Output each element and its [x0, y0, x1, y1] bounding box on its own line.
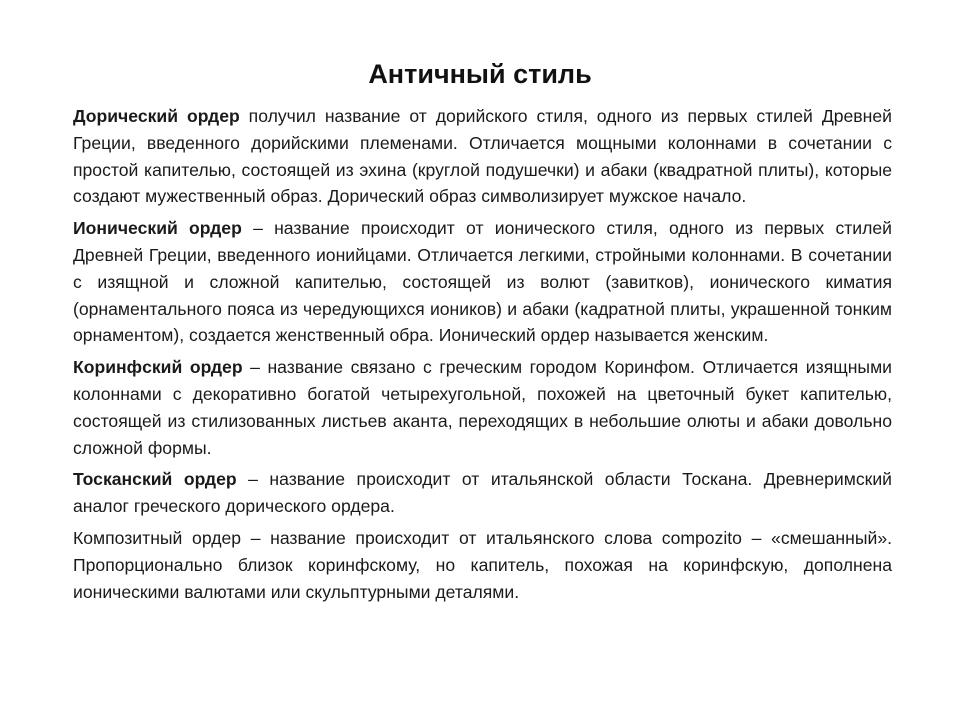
- slide-title: Античный стиль: [368, 59, 592, 89]
- slide-body: [73, 103, 892, 610]
- text-ionic: – название происходит от ионического стиля, одного из первых стилей Древней Греции, введенного ионийцами. Отличается легкими, стройными колоннами. В сочетании с изящной и сложной капителью, состоящей из волют (завитков), ионического киматия (орнаментального пояса из чередующихся иоников) и абаки (кадратной плиты, украшенной тонким орнаментом), создается женственный обра. Ионический ордер называется женским.: [73, 218, 893, 346]
- term-ionic: Ионический ордер: [73, 218, 242, 239]
- text-composite: Композитный ордер – название происходит от итальянского слова compozito – «смешанный». Пропорционально близок коринфскому, но капитель, похожая на коринфскую, дополнена ионическими валютами или скульптурными деталями.: [73, 527, 892, 602]
- term-doric: Дорический ордер: [73, 106, 240, 126]
- paragraph-tuscan: [73, 466, 892, 520]
- paragraph-composite: [73, 525, 892, 605]
- paragraph-doric: [73, 103, 892, 210]
- term-corinthian: Коринфский ордер: [73, 357, 243, 378]
- text-tuscan: – название происходит от итальянской области Тоскана. Древнеримский аналог греческого дорического ордера.: [73, 469, 892, 517]
- paragraph-ionic: [73, 215, 892, 349]
- term-tuscan: Тосканский ордер: [73, 469, 237, 490]
- text-doric: получил название от дорийского стиля, одного из первых стилей Древней Греции, введенного дорийскими племенами. Отличается мощными колоннами в сочетании с простой капителью, состоящей из эхина (круглой подушечки) и абаки (квадратной плиты), которые создают мужественный образ. Дорический образ символизирует мужское начало.: [73, 106, 892, 207]
- text-corinthian: – название связано с греческим городом Коринфом. Отличается изящными колоннами с декоративно богатой четырехугольной, похожей на цветочный букет капителью, состоящей из стилизованных листьев аканта, переходящих в небольшие олюты и абаки довольно сложной формы.: [73, 357, 892, 458]
- paragraph-corinthian: [73, 354, 892, 461]
